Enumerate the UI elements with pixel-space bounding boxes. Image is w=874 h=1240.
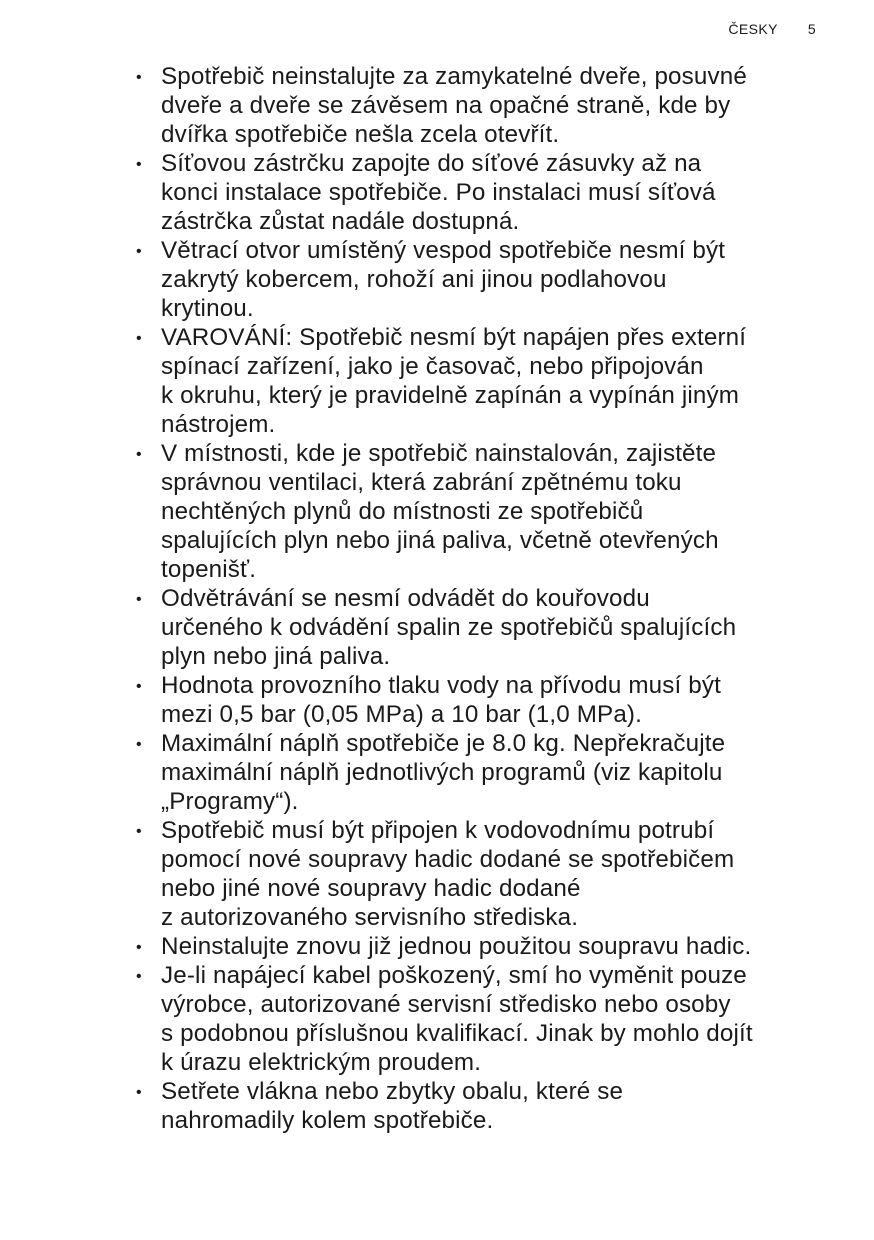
page-header xyxy=(728,21,816,37)
bullet-dot-icon: • xyxy=(136,968,142,985)
bullet-dot-icon: • xyxy=(136,243,142,260)
bullet-dot-icon: • xyxy=(136,69,142,86)
list-item-text: Setřete vlákna nebo zbytky obalu, které se nahromadily kolem spotřebiče. xyxy=(161,1078,624,1134)
list-item xyxy=(132,961,832,1077)
bullet-dot-icon: • xyxy=(136,591,142,608)
list-item-text: Neinstalujte znovu již jednou použitou soupravu hadic. xyxy=(161,933,752,960)
list-item-text: Je-li napájecí kabel poškozený, smí ho vyměnit pouze výrobce, autorizované servisní středisko nebo osoby s podobnou příslušnou kvalifikací. Jinak by mohlo dojít k úrazu elektrickým proudem. xyxy=(161,962,753,1076)
list-item-text: Síťovou zástrčku zapojte do síťové zásuvky až na konci instalace spotřebiče. Po instalaci musí síťová zástrčka zůstat nadále dostupná. xyxy=(161,150,716,235)
list-item xyxy=(132,932,832,961)
bullet-dot-icon: • xyxy=(136,678,142,695)
list-item xyxy=(132,236,832,323)
list-item xyxy=(132,584,832,671)
safety-bullet-list xyxy=(132,62,832,1135)
bullet-dot-icon: • xyxy=(136,939,142,956)
list-item xyxy=(132,323,832,439)
list-item xyxy=(132,439,832,584)
list-item xyxy=(132,62,832,149)
list-item xyxy=(132,149,832,236)
list-item-text: Spotřebič musí být připojen k vodovodnímu potrubí pomocí nové soupravy hadic dodané se spotřebičem nebo jiné nové soupravy hadic dodané z autorizovaného servisního střediska. xyxy=(161,817,735,931)
list-item-text: Hodnota provozního tlaku vody na přívodu musí být mezi 0,5 bar (0,05 MPa) a 10 bar (1,0 MPa). xyxy=(161,672,721,728)
list-item-text: VAROVÁNÍ: Spotřebič nesmí být napájen přes externí spínací zařízení, jako je časovač, nebo připojován k okruhu, který je pravidelně zapínán a vypínán jiným nástrojem. xyxy=(161,324,747,438)
list-item xyxy=(132,671,832,729)
list-item-text: Odvětrávání se nesmí odvádět do kouřovodu určeného k odvádění spalin ze spotřebičů spalujících plyn nebo jiná paliva. xyxy=(161,585,737,670)
bullet-dot-icon: • xyxy=(136,823,142,840)
list-item-text: Spotřebič neinstalujte za zamykatelné dveře, posuvné dveře a dveře se závěsem na opačné straně, kde by dvířka spotřebiče nešla zcela otevřít. xyxy=(161,63,747,148)
list-item xyxy=(132,729,832,816)
bullet-dot-icon: • xyxy=(136,156,142,173)
list-item xyxy=(132,816,832,932)
bullet-dot-icon: • xyxy=(136,446,142,463)
list-item-text: V místnosti, kde je spotřebič nainstalován, zajistěte správnou ventilaci, která zabrání zpětnému toku nechtěných plynů do místnosti ze spotřebičů spalujících plyn nebo jiná paliva, včetně otevřených topenišť. xyxy=(161,440,719,583)
header-language: ČESKY xyxy=(728,21,778,37)
page-number: 5 xyxy=(807,21,816,37)
list-item-text: Větrací otvor umístěný vespod spotřebiče nesmí být zakrytý kobercem, rohoží ani jinou podlahovou krytinou. xyxy=(161,237,726,322)
bullet-dot-icon: • xyxy=(136,736,142,753)
bullet-dot-icon: • xyxy=(136,1084,142,1101)
list-item-text: Maximální náplň spotřebiče je 8.0 kg. Nepřekračujte maximální náplň jednotlivých programů (viz kapitolu „Programy“). xyxy=(161,730,726,815)
list-item xyxy=(132,1077,832,1135)
bullet-dot-icon: • xyxy=(136,330,142,347)
